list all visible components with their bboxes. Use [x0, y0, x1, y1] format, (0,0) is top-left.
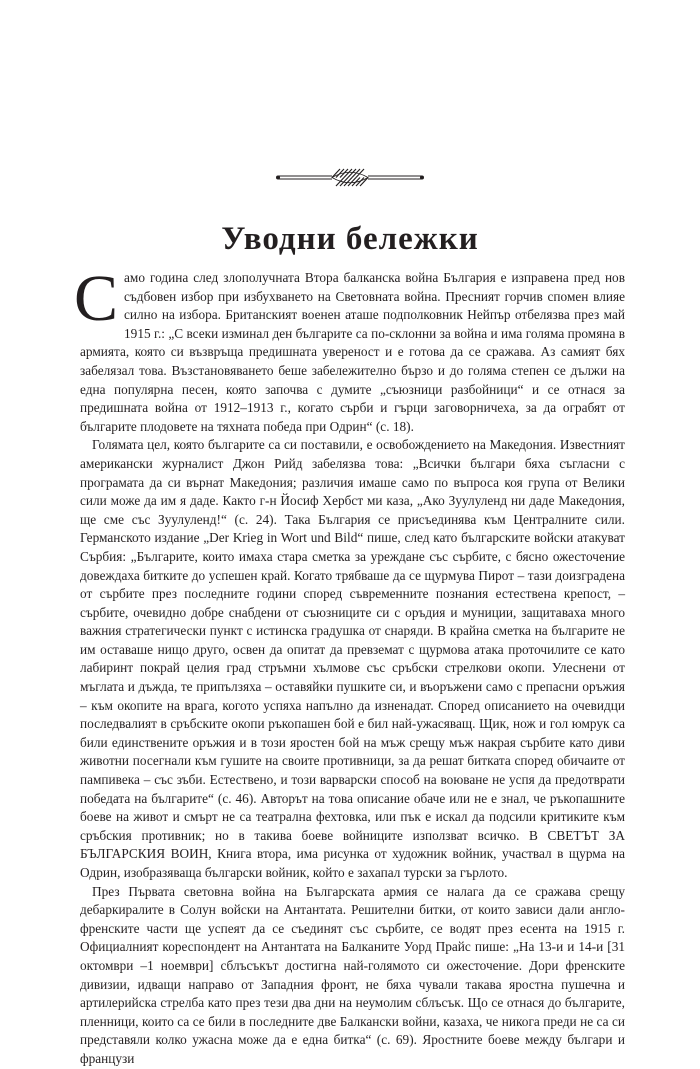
paragraph-2: Голямата цел, която българите са си поставили, е освобождението на Македония. Известният американски журналист Джон Рийд забелязва това: „Всички българи бяха съгласни с програмата да си върнат Македония; различия имаше само по въпроса коя група от Велики сили може да им я даде. Както г-н Йосиф Хербст ми каза, „Ако Зуулуленд ни даде Македония, ще сме със Зуулуленд!“ (с. 24). Така България се присъединява към Централните сили. Германското издание „Der Krieg in Wort und Bild“ пише, след като българските войски атакуват Сърбия: „Българите, които имаха стара сметка за уреждане със сърбите, с бясно ожесточение довеждаха битките до успешен край. Когато трябваше да се щурмува Пирот – тази доизградена от сърбите през последните години според съвременните познания естествена крепост, – сърбите, очевидно добре снабдени от съюзниците си с оръдия и муниции, защитаваха много важния стратегически пункт с истинска градушка от снаряди. В крайна сметка на българите не им оставаше нищо друго, освен да опитат да превземат с щурмова атака проточилите се като лабиринт покрай целия град стръмни хълмове със сръбски стрелкови окопи. Улеснени от мъглата и дъжда, те припълзяха – оставяйки пушките си, и въоръжени само с препасни оръжия – към окопите на врага, когото успяха напълно да изненадат. Според описанието на очевидци последвалият в сръбските окопи ръкопашен бой е бил най-ужасяващ. Щик, нож и гол юмрук са били единствените оръжия и в този яростен бой на мъж срещу мъж накрая сърбите като диви животни посегнали към гушите на своите противници, за да решат битката според обичаите от пампивека – със зъби. Естествено, и този варварски способ на воюване не успя да предотврати победата на българите“ (с. 46). Авторът на това описание обаче или не е знал, че ръкопашните боеве на живот и смърт не са театрална фехтовка, или пък е искал да подсили критиките към сръбския противник; но в такива боеве войниците използват всичко. В СВЕТЪТ ЗА БЪЛГАРСКИЯ ВОИН, Книга втора, има рисунка от художник войник, участвал в щурма на Одрин, изобразяваща български войник, който е захапал турски за гърлото. — [80, 437, 625, 880]
body-text — [74, 262, 625, 1069]
chapter-ornament-icon — [270, 165, 430, 189]
drop-cap: С — [74, 262, 119, 335]
paragraph-3: През Първата световна война на Българската армия се налага да се сражава срещу дебаркиралите в Солун войски на Антантата. Решителни битки, от които зависи дали англо-френските части ще успеят да се съединят със сърбите, се водят през есента на 1915 г. Официалният кореспондент на Антантата на Балканите Уорд Прайс пише: „На 13-и и 14-и [31 октомври –1 ноември] сблъсъкът достигна най-голямото си ожесточение. Дори френските дивизии, идващи направо от Западния фронт, не бяха чували такава яростна пушечна и артилерийска стрелба като през тези два дни на неумолим сблъсък. Що се отнася до българите, пленници, които са се били в последните две Балкански войни, казаха, че никога преди не са си представяли колко ужасна може да е една битка“ (с. 69). Яростните боеве между българи и французи — [80, 883, 625, 1066]
paragraph-1-text: амо година след злополучната Втора балканска война България е изправена пред нов съдбовен избор при избухването на Световната война. Пресният горчив спомен влияе силно на избора. Британският военен аташе подполковник Нейпър отбелязва през май 1915 г.: „С всеки изминал ден българите са по-склонни за война и има голяма промяна в армията, която си възвръща предишната увереност и е готова да се сражава. Аз самият бях забелязал това. Възстановяването беше забележително бързо и до голяма степен се дължи на една популярна песен, която започва с думите „съюзници разбойници“ и се отнася за предишната война от 1912–1913 г., когато сърби и гърци заговорничеха, за да ограбят от българите плодовете на тяхната победа при Одрин“ (с. 18). — [80, 270, 625, 434]
paragraph-1 — [74, 262, 625, 436]
chapter-title: Уводни бележки — [221, 221, 479, 257]
